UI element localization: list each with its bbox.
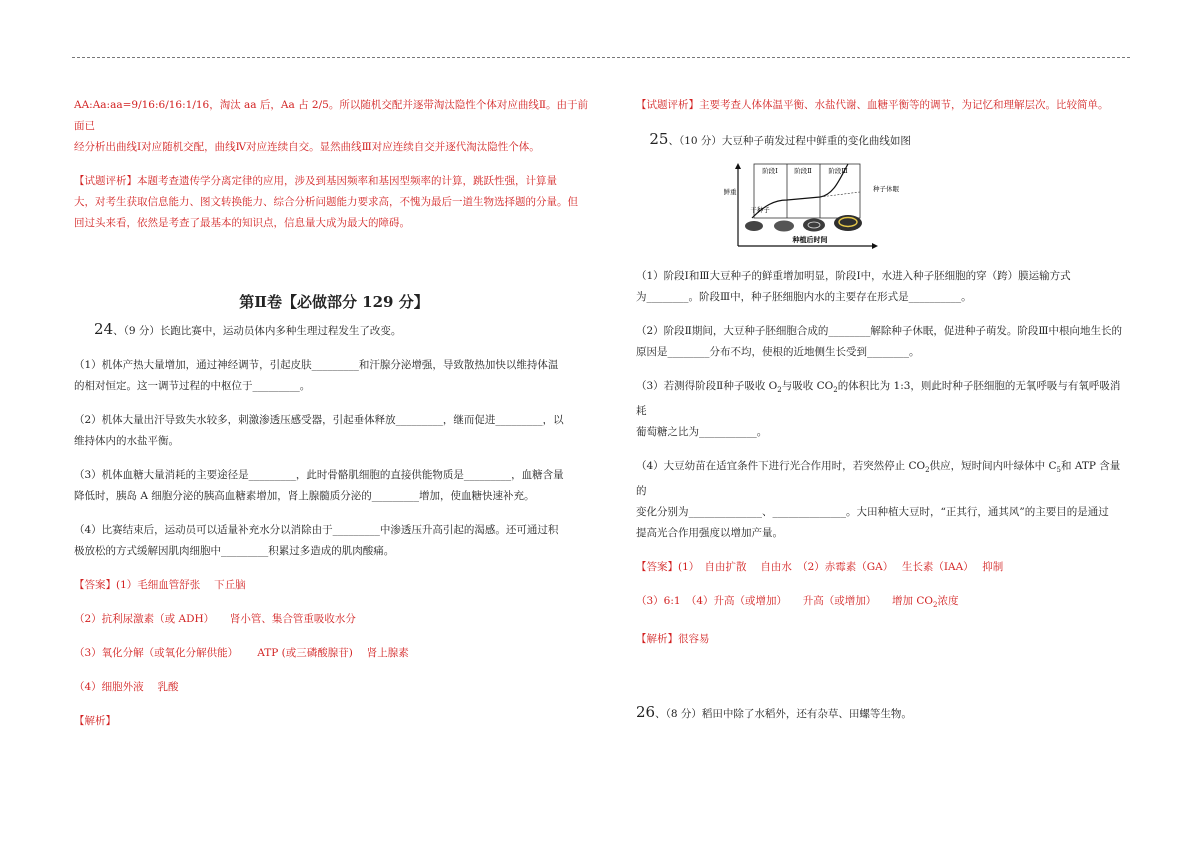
question-24-part4: （4）比赛结束后，运动员可以适量补充水分以消除由于_________中渗透压升高引起的渴感。还可通过积 xyxy=(74,524,559,536)
question-24-part2: （2）机体大量出汗导致失水较多，刺激渗透压感受器，引起垂体释放_________，继而促进_________，以 xyxy=(74,414,564,426)
question-25-part2: （2）阶段Ⅱ期间，大豆种子胚细胞合成的________解除种子休眠，促进种子萌发。阶段Ⅲ中根向地生长的 xyxy=(636,325,1122,337)
header-rule xyxy=(72,57,1130,58)
question-25-part3: 葡萄糖之比为___________。 xyxy=(636,426,768,439)
answer-25: 【答案】(1） 自由扩散 自由水 （2）赤霉素（GA） 生长素（IAA） 抑制 xyxy=(636,561,1004,574)
explanation-24: 【解析】 xyxy=(74,715,116,727)
fig-label-stage2: 阶段Ⅱ xyxy=(794,167,812,175)
right-column xyxy=(636,95,1130,725)
question-24-stem: 24、（9 分）长跑比赛中，运动员体内多种生理过程发生了改变。 xyxy=(94,320,402,338)
question-24-part3: （3）机体血糖大量消耗的主要途径是_________，此时骨骼肌细胞的直接供能物质是_________，血糖含量 xyxy=(74,469,564,481)
fig-label-dormant: 种子休眠 xyxy=(873,185,899,193)
left-column xyxy=(74,95,594,732)
comment-line: 回过头来看，依然是考查了最基本的知识点，信息量大成为最大的障碍。 xyxy=(74,217,410,229)
fig-label-dry-seed: 干种子 xyxy=(750,206,770,214)
analysis-line: 经分析出曲线Ⅰ对应随机交配，曲线Ⅳ对应连续自交。显然曲线Ⅲ对应连续自交并逐代淘汰隐性个体。 xyxy=(74,141,540,153)
section-title: 第Ⅱ卷【必做部分 129 分】 xyxy=(239,293,429,311)
answer-24: （2）抗利尿激素（或 ADH） 肾小管、集合管重吸收水分 xyxy=(74,613,356,625)
question-25-stem: 25、（10 分）大豆种子萌发过程中鲜重的变化曲线如图 xyxy=(649,130,911,148)
question-25-part2: 原因是________分布不均，使根的近地侧生长受到________。 xyxy=(636,346,920,358)
fig-label-stage3: 阶段Ⅲ xyxy=(828,167,848,175)
question-25-part1: （1）阶段Ⅰ和Ⅲ大豆种子的鲜重增加明显，阶段Ⅰ中，水进入种子胚细胞的穿（跨）膜运输方式 xyxy=(636,270,1071,282)
question-26-stem: 26、（8 分）稻田中除了水稻外，还有杂草、田螺等生物。 xyxy=(636,703,912,722)
question-24-part1: 的相对恒定。这一调节过程的中枢位于_________。 xyxy=(74,380,311,392)
question-24-part1: （1）机体产热大量增加，通过神经调节，引起皮肤_________和汗腺分泌增强，导致散热加快以维持体温 xyxy=(74,359,559,371)
comment-line: 【试题评析】本题考查遗传学分离定律的应用，涉及到基因频率和基因型频率的计算，跳跃性强，计算量 xyxy=(74,175,557,187)
seed-icon xyxy=(745,221,763,231)
question-25-part4: （4）大豆幼苗在适宜条件下进行光合作用时，若突然停止 $CO_2$供应，短时间内叶绿体中 $C_5$和 ATP 含量的 xyxy=(636,460,1121,498)
answer-24: （4）细胞外液 乳酸 xyxy=(74,681,179,693)
explanation-25: 【解析】很容易 xyxy=(636,633,710,646)
question-25-part4: 提高光合作用强度以增加产量。 xyxy=(636,527,783,540)
question-number: 24 xyxy=(94,320,114,338)
question-number: 25 xyxy=(649,130,669,148)
answer-25: （3）6:1 （4）升高（或增加） 升高（或增加） 增加 $CO_2$浓度 xyxy=(636,595,959,610)
comment-24: 【试题评析】主要考查人体体温平衡、水盐代谢、血糖平衡等的调节，为记忆和理解层次。比较简单。 xyxy=(636,99,1109,111)
seed-icon xyxy=(803,219,825,232)
question-24-part2: 维持体内的水盐平衡。 xyxy=(74,435,179,447)
analysis-line: AA:Aa:aa=9/16:6/16:1/16，淘汰 aa 后，Aa 占 2/5。所以随机交配并逐带淘汰隐性个体对应曲线Ⅱ。由于前面已 xyxy=(74,99,588,132)
comment-line: 大，对考生获取信息能力、图文转换能力、综合分析问题能力要求高，不愧为最后一道生物选择题的分量。但 xyxy=(74,196,578,208)
answer-24: 【答案】(1）毛细血管舒张 下丘脑 xyxy=(74,579,246,591)
question-number: 26 xyxy=(636,703,656,722)
fig-label-time: 种植后时间 xyxy=(792,235,828,244)
question-24-part3: 降低时，胰岛 A 细胞分泌的胰高血糖素增加，肾上腺髓质分泌的_________增加，使血糖快速补充。 xyxy=(74,490,535,502)
question-24-part4: 极放松的方式缓解因肌肉细胞中_________积累过多造成的肌肉酸痛。 xyxy=(74,545,395,557)
fig-label-fresh-weight: 鲜重 xyxy=(724,188,737,196)
question-25-part1: 为________。阶段Ⅲ中，种子胚细胞内水的主要存在形式是__________。 xyxy=(636,291,972,303)
answer-24: （3）氧化分解（或氧化分解供能） ATP (或三磷酸腺苷) 肾上腺素 xyxy=(74,647,409,659)
question-25-part4: 变化分别为______________、______________。大田种植大豆时，“正其行，通其风”的主要目的是通过 xyxy=(636,506,1109,519)
fig-label-stage1: 阶段Ⅰ xyxy=(762,167,778,175)
seed-icon xyxy=(774,221,794,232)
seed-weight-figure xyxy=(724,160,914,252)
question-25-part3: （3）若测得阶段Ⅱ种子吸收 $O_2$与吸收 $CO_2$的体积比为 1:3，则此时种子胚细胞的无氧呼吸与有氧呼吸消耗 xyxy=(636,380,1121,418)
